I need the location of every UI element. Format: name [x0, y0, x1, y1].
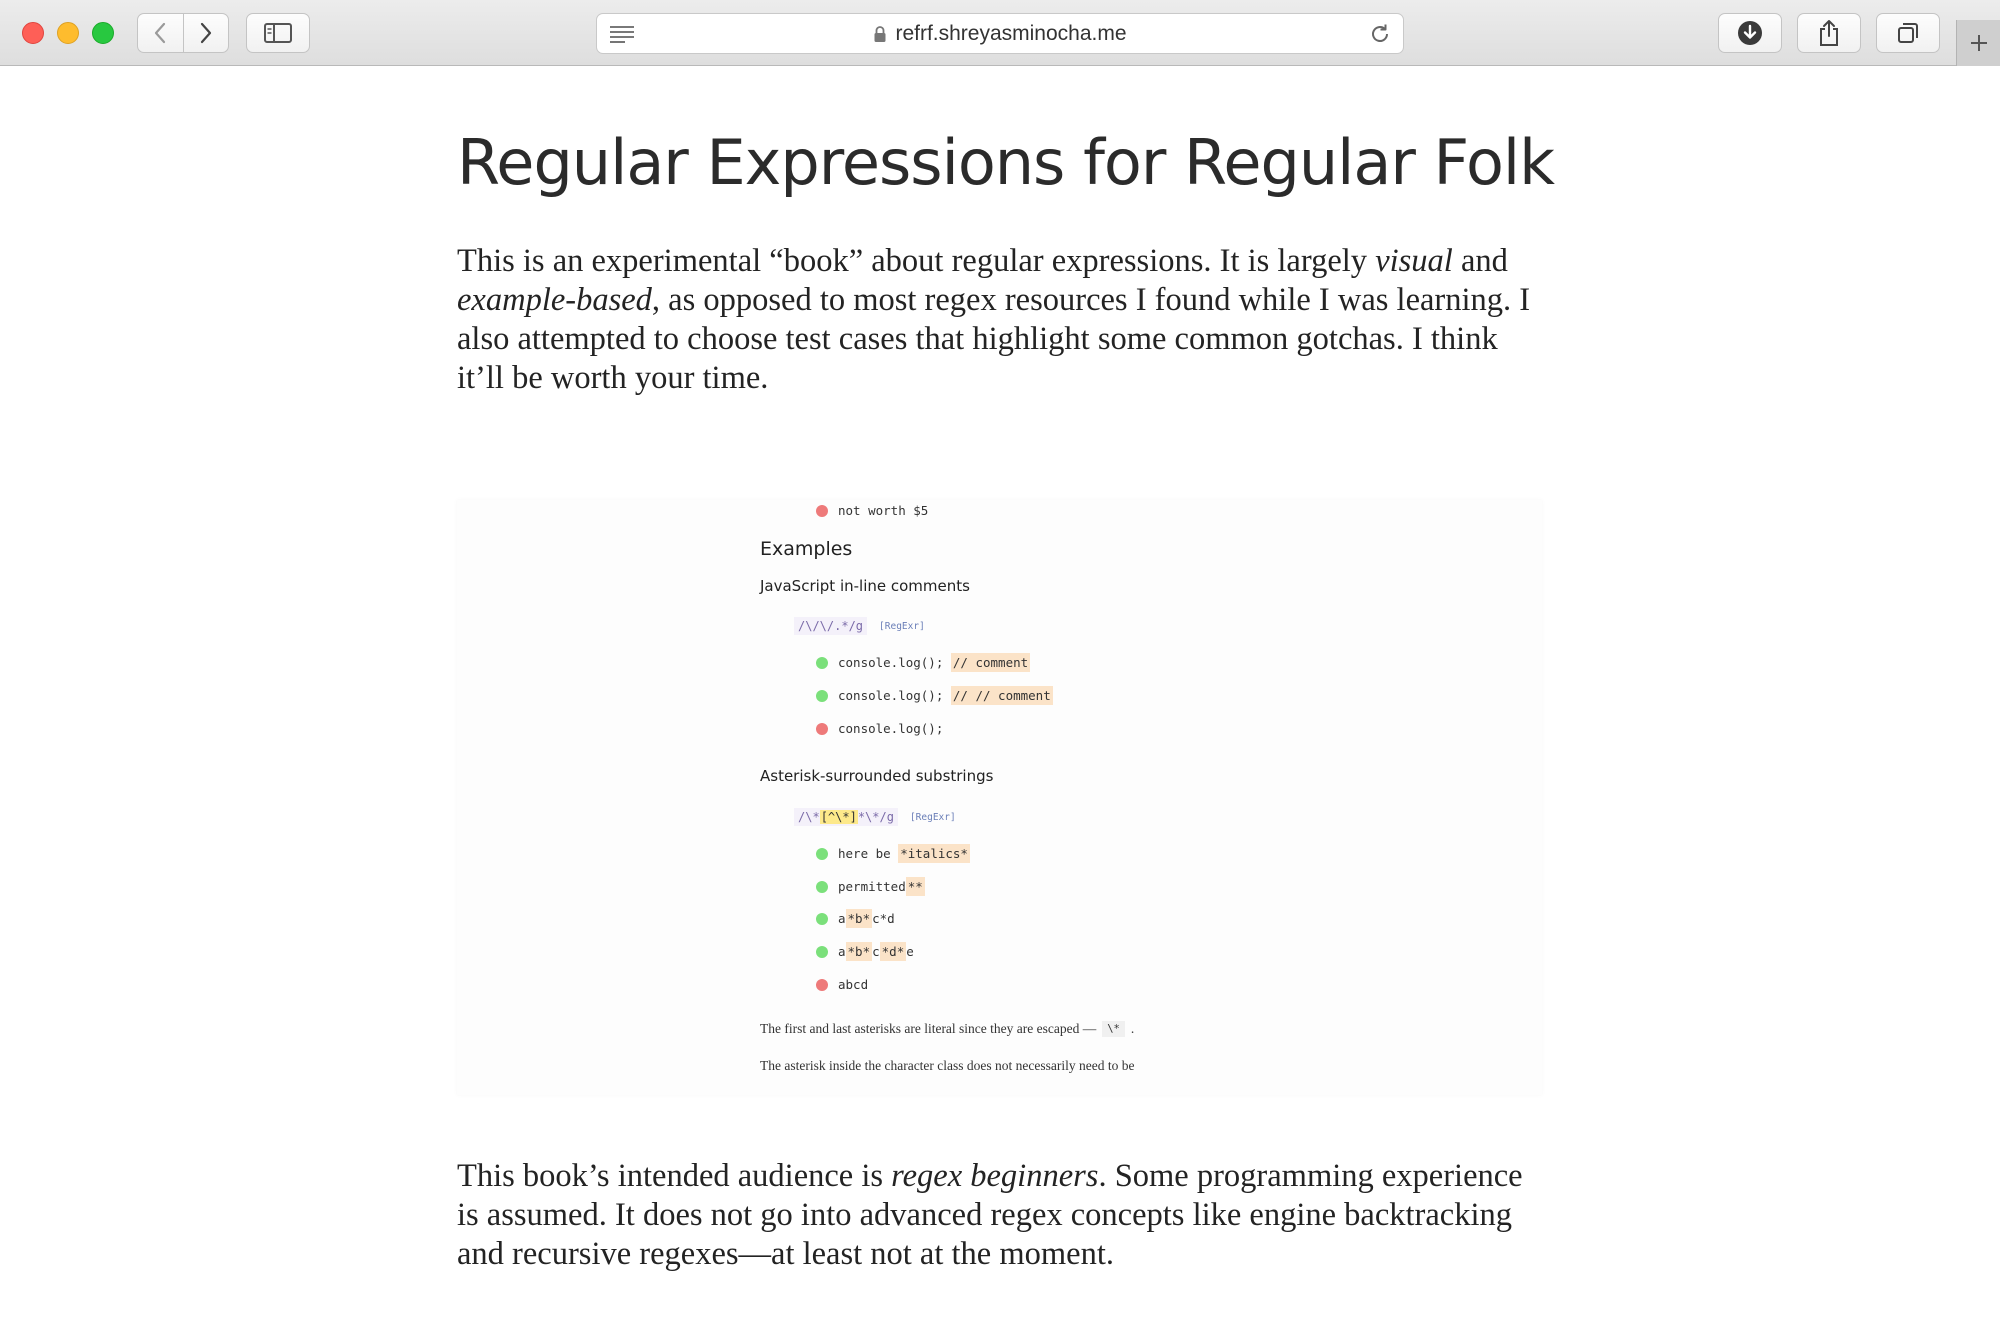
test-case — [816, 977, 868, 992]
match-dot — [816, 913, 828, 925]
no-match-dot — [816, 979, 828, 991]
test-case — [816, 655, 1030, 670]
match-dot — [816, 881, 828, 893]
match-highlight: ** — [907, 879, 923, 894]
tabs-icon — [1896, 21, 1920, 45]
test-case — [816, 911, 895, 926]
sidebar-button[interactable] — [246, 13, 310, 53]
test-case-text: not worth $5 — [838, 503, 929, 518]
no-match-dot — [816, 723, 828, 735]
js-regex — [794, 617, 925, 635]
chevron-left-icon — [153, 22, 167, 44]
address-bar[interactable] — [596, 13, 1404, 54]
match-dot — [816, 848, 828, 860]
url-text: refrf.shreyasminocha.me — [895, 21, 1127, 45]
test-case-text: console.log(); // // comment — [838, 688, 1051, 703]
explanation-note — [760, 1021, 1134, 1037]
outro-emphasis: regex beginners — [891, 1158, 1099, 1194]
share-button[interactable] — [1797, 13, 1861, 53]
test-case — [816, 846, 970, 861]
regexr-link[interactable]: [RegExr] — [909, 811, 956, 823]
test-case-text: console.log(); // comment — [838, 655, 1029, 670]
explanation-note — [760, 1058, 1134, 1074]
browser-toolbar — [0, 0, 2000, 66]
regex-pattern: /\*[^\*]*\*/g — [794, 808, 898, 826]
outro-text-2: . Some programming experience is assumed. It does not go into advanced regex concepts like engine backtracking and recursive regexes—at least not at the moment. — [457, 1158, 1523, 1272]
lock-icon — [873, 25, 887, 43]
outro-text-1: This book’s intended audience is — [457, 1158, 892, 1194]
match-dot — [816, 946, 828, 958]
no-match-dot — [816, 505, 828, 517]
match-dot — [816, 657, 828, 669]
regexr-link[interactable]: [RegExr] — [879, 620, 925, 632]
test-case — [816, 944, 914, 959]
test-case-text: abcd — [838, 977, 869, 992]
test-case-text: here be *italics* — [838, 846, 968, 861]
audience-paragraph — [457, 1157, 1547, 1274]
zoom-window-button[interactable] — [92, 22, 114, 44]
test-case-text: a *b* c *d* e — [838, 944, 914, 959]
test-case — [816, 879, 925, 894]
new-tab-button[interactable] — [1956, 20, 2000, 66]
test-case-text: permitted ** — [838, 879, 923, 894]
forward-button[interactable] — [183, 14, 229, 52]
note-code: \* — [1102, 1021, 1125, 1037]
test-case — [816, 503, 928, 518]
plus-icon — [1969, 33, 1989, 53]
note-end: . — [1130, 1021, 1135, 1036]
examples-heading: Examples — [760, 538, 853, 560]
minimize-window-button[interactable] — [57, 22, 79, 44]
url-display[interactable] — [873, 22, 1126, 46]
reader-view-button[interactable] — [609, 24, 635, 49]
test-case-text: console.log(); — [838, 721, 944, 736]
chevron-right-icon — [199, 22, 213, 44]
match-highlight: *b* — [847, 911, 871, 926]
test-case — [816, 688, 1053, 703]
tab-overview-button[interactable] — [1876, 13, 1940, 53]
intro-text-3: , as opposed to most regex resources I found while I was learning. I also attempted to choose test cases that highlight some common gotchas. I think it’ll be worth your time. — [457, 282, 1531, 396]
sidebar-icon — [264, 23, 292, 43]
reload-button[interactable] — [1369, 23, 1391, 50]
page-content — [0, 67, 2000, 1326]
asterisk-regex — [794, 808, 956, 826]
note-text: The first and last asterisks are literal since they are escaped — — [760, 1021, 1097, 1036]
share-icon — [1818, 19, 1840, 47]
back-button[interactable] — [138, 14, 183, 52]
match-dot — [816, 690, 828, 702]
intro-text-2: and — [1452, 243, 1508, 279]
reload-icon — [1369, 23, 1391, 45]
match-highlight: *d* — [881, 944, 905, 959]
downloads-button[interactable] — [1718, 13, 1782, 53]
intro-emphasis-example-based: example-based — [457, 282, 652, 318]
character-class: [^\*] — [820, 810, 857, 824]
reader-icon — [609, 24, 635, 44]
test-case-text: a *b* c*d — [838, 911, 895, 926]
download-icon — [1737, 20, 1763, 46]
book-preview-content — [760, 500, 1320, 1095]
match-highlight: // // comment — [952, 688, 1051, 703]
test-case — [816, 721, 943, 736]
intro-paragraph — [457, 242, 1547, 398]
navigation-buttons — [137, 13, 229, 53]
match-highlight: *italics* — [900, 846, 968, 861]
js-comments-heading: JavaScript in-line comments — [760, 577, 970, 595]
match-highlight: // comment — [952, 655, 1029, 670]
regex-pattern: /\/\/.*/g — [794, 617, 867, 635]
intro-text-1: This is an experimental “book” about regular expressions. It is largely — [457, 243, 1376, 279]
close-window-button[interactable] — [22, 22, 44, 44]
match-highlight: *b* — [847, 944, 871, 959]
page-title: Regular Expressions for Regular Folk — [457, 126, 1555, 199]
book-preview-image — [457, 500, 1542, 1095]
intro-emphasis-visual: visual — [1375, 243, 1453, 279]
asterisk-heading: Asterisk-surrounded substrings — [760, 767, 994, 785]
note-text: The asterisk inside the character class does not necessarily need to be — [760, 1058, 1135, 1073]
